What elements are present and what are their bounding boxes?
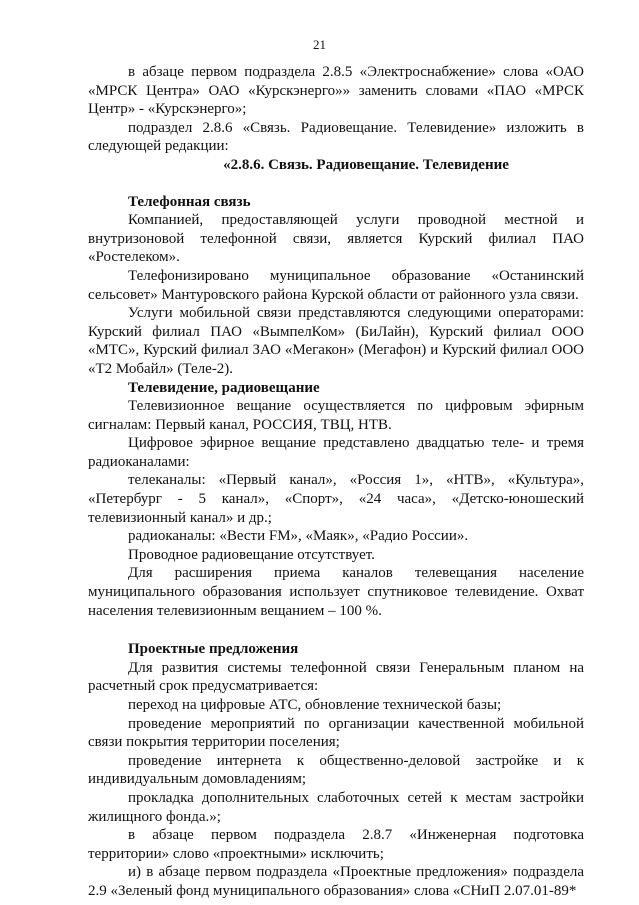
paragraph-tv-channels: телеканалы: «Первый канал», «Россия 1», «НТВ», «Культура», «Петербург - 5 канал», «Спорт», «24 часа», «Детско-юношеский телевизионный канал» и др.; [88,472,584,526]
paragraph-telephonized: Телефонизировано муниципальное образование «Останинский сельсовет» Мантуровского района Курской области от районного узла связи. [88,267,584,303]
paragraph-wired-radio: Проводное радиовещание отсутствует. [128,546,375,563]
paragraph-provider: Компанией, предоставляющей услуги проводной местной и внутризоновой телефонной связи, является Курский филиал ПАО «Ростелеком». [88,212,584,266]
paragraph-mobile-coverage: проведение мероприятий по организации качественной мобильной связи покрытия территории поселения; [88,715,584,751]
paragraph-digital-broadcast: Цифровое эфирное вещание представлено двадцатью теле- и тремя радиоканалами: [88,435,584,470]
paragraph-mobile-operators: Услуги мобильной связи представляются следующими операторами: Курский филиал ПАО «ВымпелКом» (БиЛайн), Курский филиал ООО «МТС», Курский филиал ЗАО «Мегакон» (Мегафон) и Курский филиал ООО «Т2 Мобайл» (Теле-2). [88,305,584,377]
paragraph-digital-ats: переход на цифровые АТС, обновление технической базы; [128,697,502,713]
paragraph-amendment-2-9: и) в абзаце первом подраздела «Проектные предложения» подраздела 2.9 «Зеленый фонд муниципального образования» слова «СНиП 2.07.01-89* [88,864,584,899]
paragraph-satellite: Для расширения приема каналов телевещания население муниципального образования использует спутниковое телевидение. Охват населения телевизионным вещанием – 100 %. [88,565,584,619]
paragraph-amendment-2-8-5: в абзаце первом подраздела 2.8.5 «Электроснабжение» слова «ОАО «МРСК Центра» ОАО «Курскэнерго»» заменить словами «ПАО «МРСК Центр» - «Курскэнерго»; [88,64,584,118]
paragraph-amendment-2-8-7: в абзаце первом подраздела 2.8.7 «Инженерная подготовка территории» слово «проектными» исключить; [88,827,584,862]
document-body [88,63,584,901]
paragraph-radio-channels: радиоканалы: «Вести FM», «Маяк», «Радио России». [128,528,469,545]
heading-telephone: Телефонная связь [128,193,251,210]
heading-tv-radio: Телевидение, радиовещание [128,379,320,396]
paragraph-low-current: прокладка дополнительных слаботочных сетей к местам застройки жилищного фонда.»; [88,789,584,825]
paragraph-development: Для развития системы телефонной связи Генеральным планом на расчетный срок предусматривается: [88,659,584,695]
heading-proposals: Проектные предложения [128,641,299,658]
paragraph-internet: проведение интернета к общественно-деловой застройке и к индивидуальным домовладениям; [88,752,584,788]
page-number: 21 [313,37,326,52]
paragraph-tv-broadcast: Телевизионное вещание осуществляется по цифровым эфирным сигналам: Первый канал, РОССИЯ, ТВЦ, НТВ. [88,398,584,433]
paragraph-amendment-2-8-6: подраздел 2.8.6 «Связь. Радиовещание. Телевидение» изложить в следующей редакции: [88,119,584,155]
section-title: «2.8.6. Связь. Радиовещание. Телевидение [223,156,509,173]
